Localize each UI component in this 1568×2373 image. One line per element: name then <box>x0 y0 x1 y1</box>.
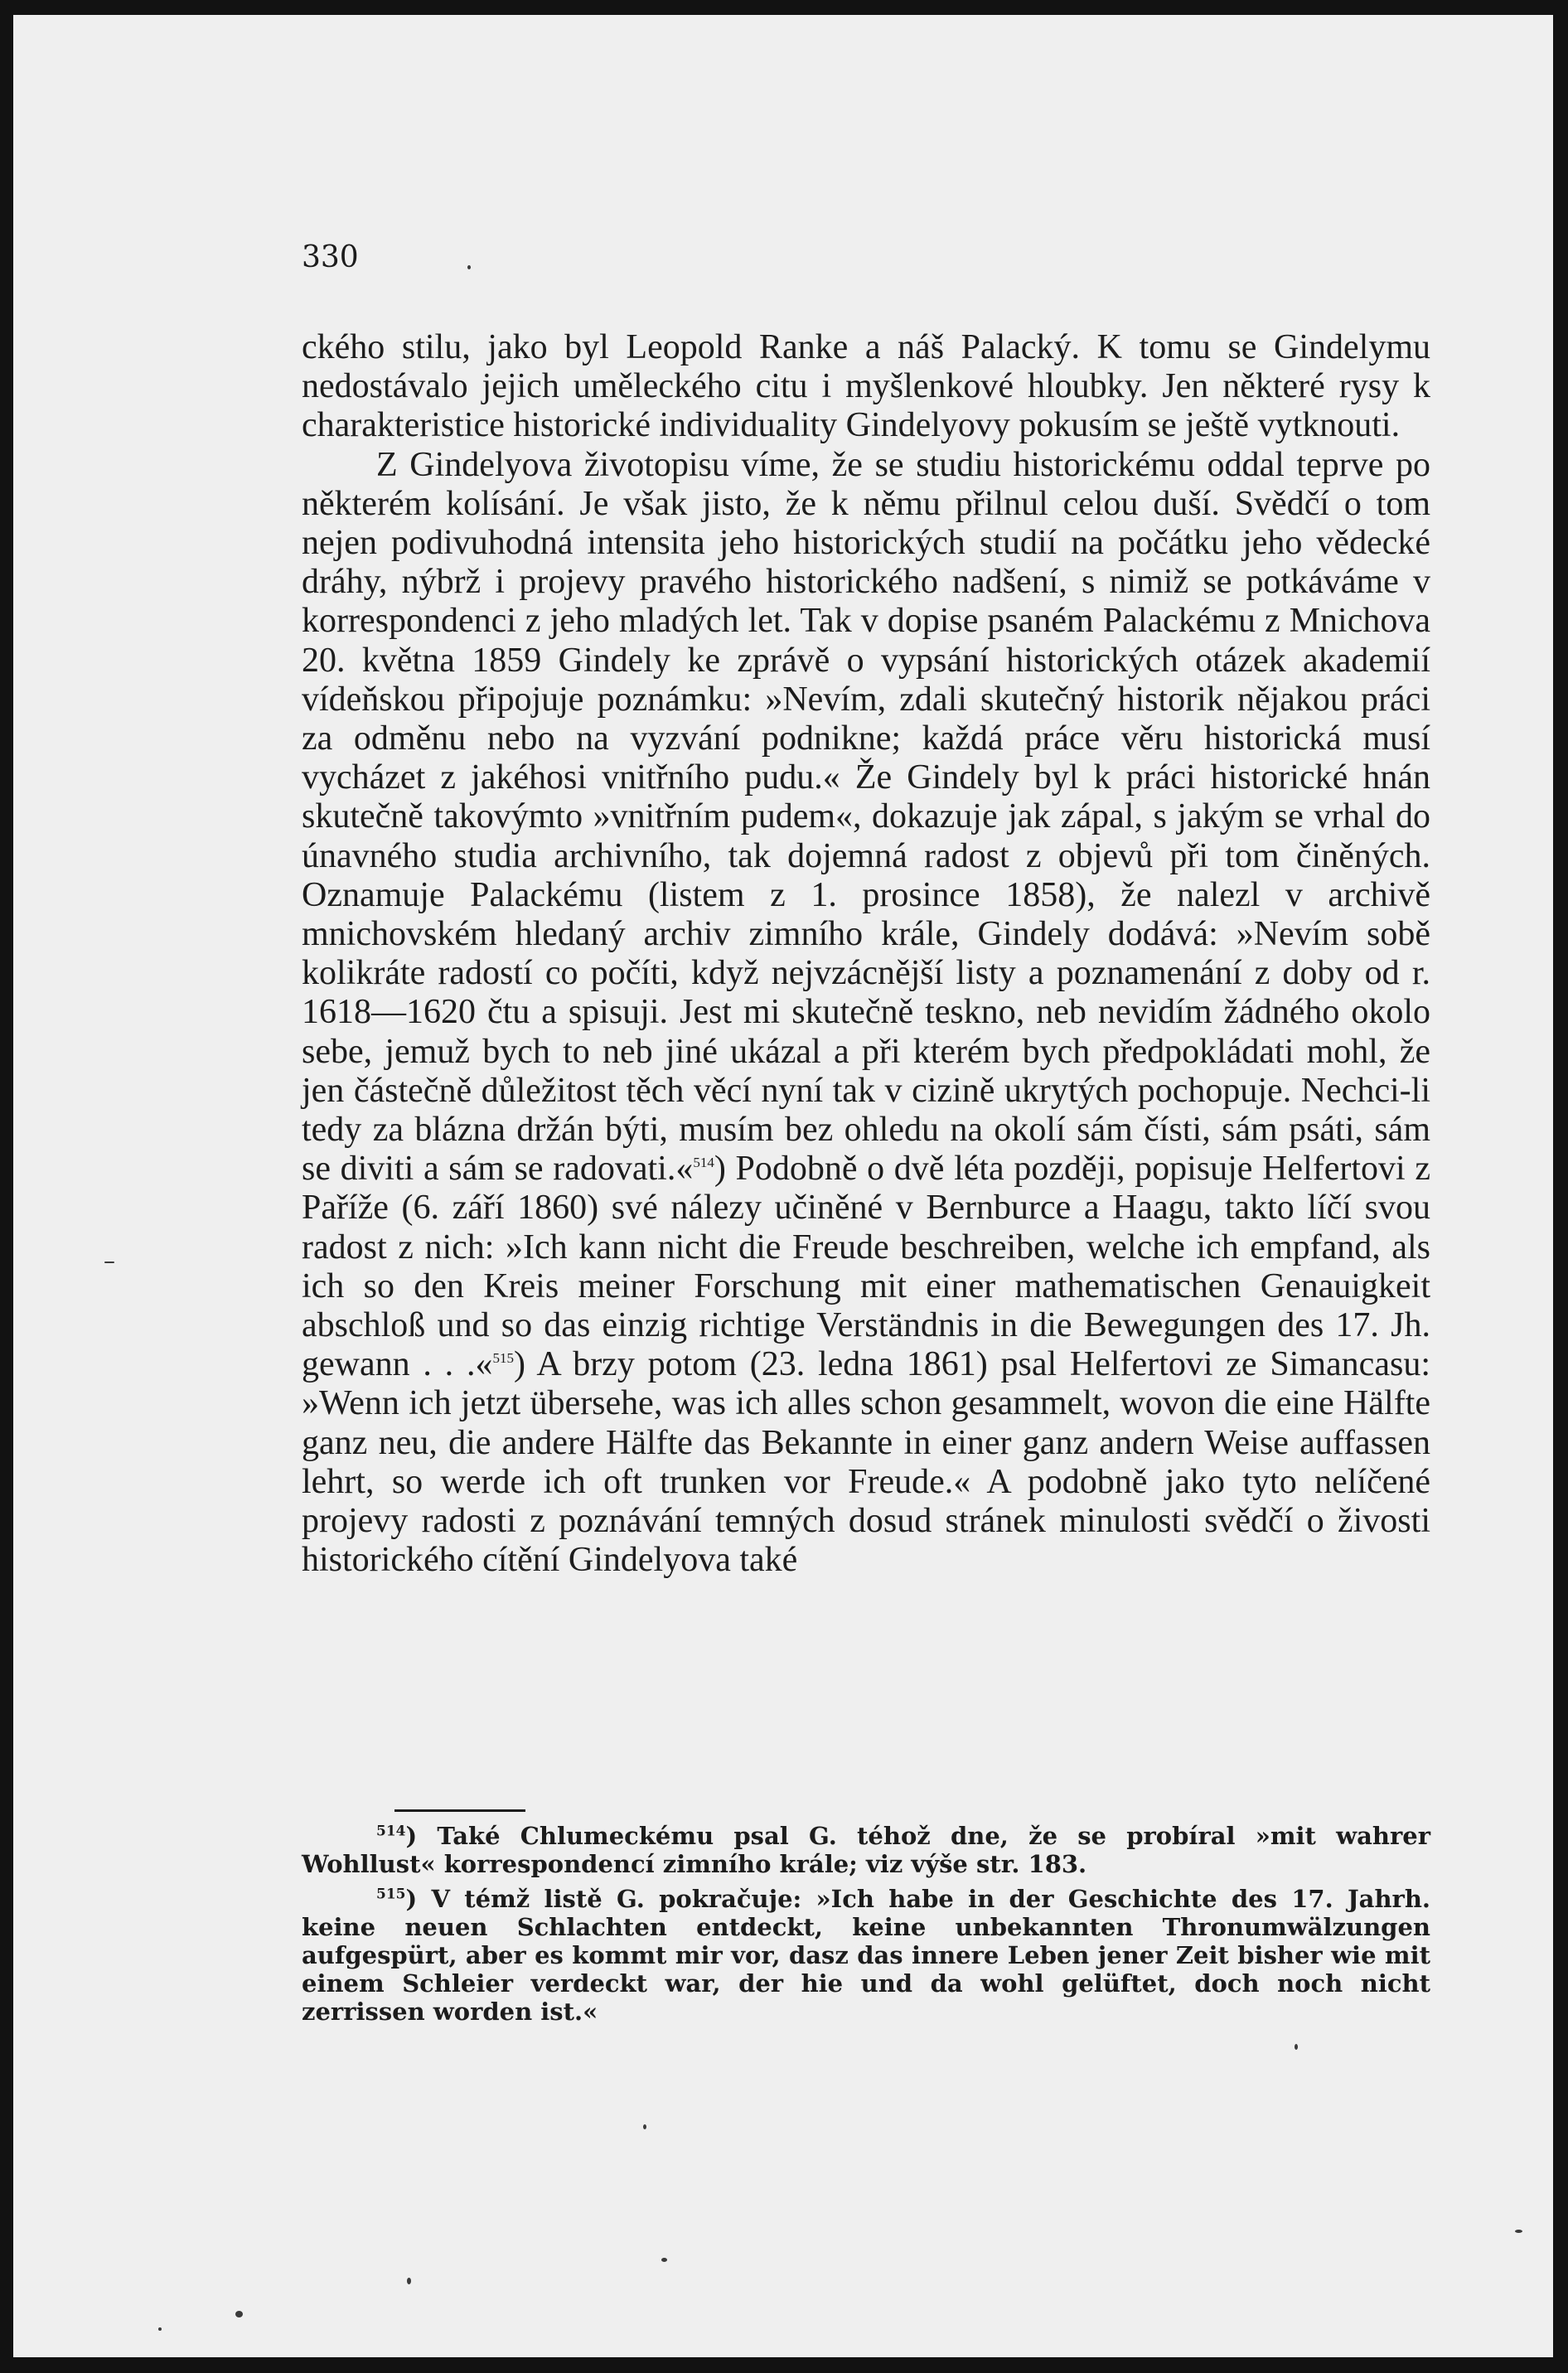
paragraph-2-continued: ) Podobně o dvě léta později, popisuje Helfertovi z Paříže (6. září 1860) své nálezy učiněné v Bernburce a Haagu, takto líčí svou radost z nich: »Ich kann nicht die Freude beschreiben, welche ich empfand, als ich so den Kreis meiner Forschung mit einer mathematischen Genauigkeit abschloß und so das einzig richtige Verständnis in die Bewegungen des 17. Jh. gewann . . .« <box>302 1150 1430 1384</box>
paragraph-2 <box>302 446 1430 1581</box>
scan-speck <box>407 2278 411 2284</box>
page-number: 330 <box>302 240 359 274</box>
scan-speck <box>1515 2230 1522 2233</box>
footnote-ref-514: 514 <box>693 1155 714 1171</box>
scan-speck <box>158 2327 162 2331</box>
footnotes <box>302 1822 1430 2032</box>
footnote-514 <box>302 1822 1430 1878</box>
scan-speck <box>643 2124 646 2129</box>
scan-speck <box>467 265 471 269</box>
footnote-ref-515: 515 <box>492 1350 514 1367</box>
footnote-text: ) Také Chlumeckému psal G. téhož dne, že se probíral »mit wahrer Wohllust« korrespondencí zimního krále; viz výše str. 183. <box>302 1822 1430 1878</box>
footnote-mark: 514 <box>376 1823 406 1840</box>
scan-speck <box>104 1262 114 1263</box>
scan-speck <box>235 2311 243 2317</box>
footnote-text: ) V témž listě G. pokračuje: »Ich habe in der Geschichte des 17. Jahrh. keine neuen Schlachten entdeckt, keine unbekannten Thronumwälzungen aufgespürt, aber es kommt mir vor, dasz das innere Leben jener Zeit bisher wie mit einem Schleier verdeckt war, der hie und da wohl gelüftet, doch noch nicht zerrissen worden ist.« <box>302 1885 1430 2026</box>
footnote-mark: 515 <box>376 1886 406 1903</box>
scanned-page <box>13 15 1553 2357</box>
paragraph-2-text: Z Gindelyova životopisu víme, že se studiu historickému oddal teprve po některém kolísání. Je však jisto, že k němu přilnul celou duší. Svědčí o tom nejen podivuhodná intensita jeho historických studií na počátku jeho vědecké dráhy, nýbrž i projevy pravého historického nadšení, s nimiž se potkáváme v korrespondenci z jeho mladých let. Tak v dopise psaném Palackému z Mnichova 20. května 1859 Gindely ke zprávě o vypsání historických otázek akademií vídeňskou připojuje poznámku: »Nevím, zdali skutečný historik nějakou práci za odměnu nebo na vyzvání podnikne; každá práce věru historická musí vycházet z jakéhosi vnitřního pudu.« Že Gindely byl k práci historické hnán skutečně takovýmto »vnitřním pudem«, dokazuje jak zápal, s jakým se vrhal do únavného studia archivního, tak dojemná radost z objevů při tom činěných. Oznamuje Palackému (listem z 1. prosince 1858), že nalezl v archivě mnichovském hledaný archiv zimního krále, Gindely dodává: »Nevím sobě kolikráte radostí co počíti, když nejvzácnější listy a poznamenání z doby od r. 1618—1620 čtu a spisuji. Jest mi skutečně teskno, neb nevidím žádného okolo sebe, jemuž bych to neb jiné ukázal a při kterém bych předpokládati mohl, že jen částečně důležitost těch věcí nyní tak v cizině ukrytých pochopuje. Nechci-li tedy za blázna držán býti, musím bez ohledu na okolí sám čísti, sám psáti, sám se diviti a sám se radovati.« <box>302 445 1430 1189</box>
footnote-divider <box>394 1809 525 1812</box>
scan-speck <box>1295 2044 1298 2050</box>
main-text <box>302 328 1430 1581</box>
paragraph-1: ckého stilu, jako byl Leopold Ranke a náš Palacký. K tomu se Gindelymu nedostávalo jejich uměleckého citu i myšlenkové hloubky. Jen některé rysy k charakteristice historické individuality Gindelyovy pokusím se ještě vytknouti. <box>302 328 1430 445</box>
paragraph-2-end: ) A brzy potom (23. ledna 1861) psal Helfertovi ze Simancasu: »Wenn ich jetzt übersehe, was ich alles schon gesammelt, wovon die eine Hälfte ganz neu, die andere Hälfte das Bekannte in einer ganz andern Weise auffassen lehrt, so werde ich oft trunken vor Freude.« A podobně jako tyto nelíčené projevy radosti z poznávání temných dosud stránek minulosti svědčí o živosti historického cítění Gindelyova také <box>302 1345 1430 1580</box>
footnote-515 <box>302 1885 1430 2026</box>
scan-speck <box>661 2258 667 2262</box>
